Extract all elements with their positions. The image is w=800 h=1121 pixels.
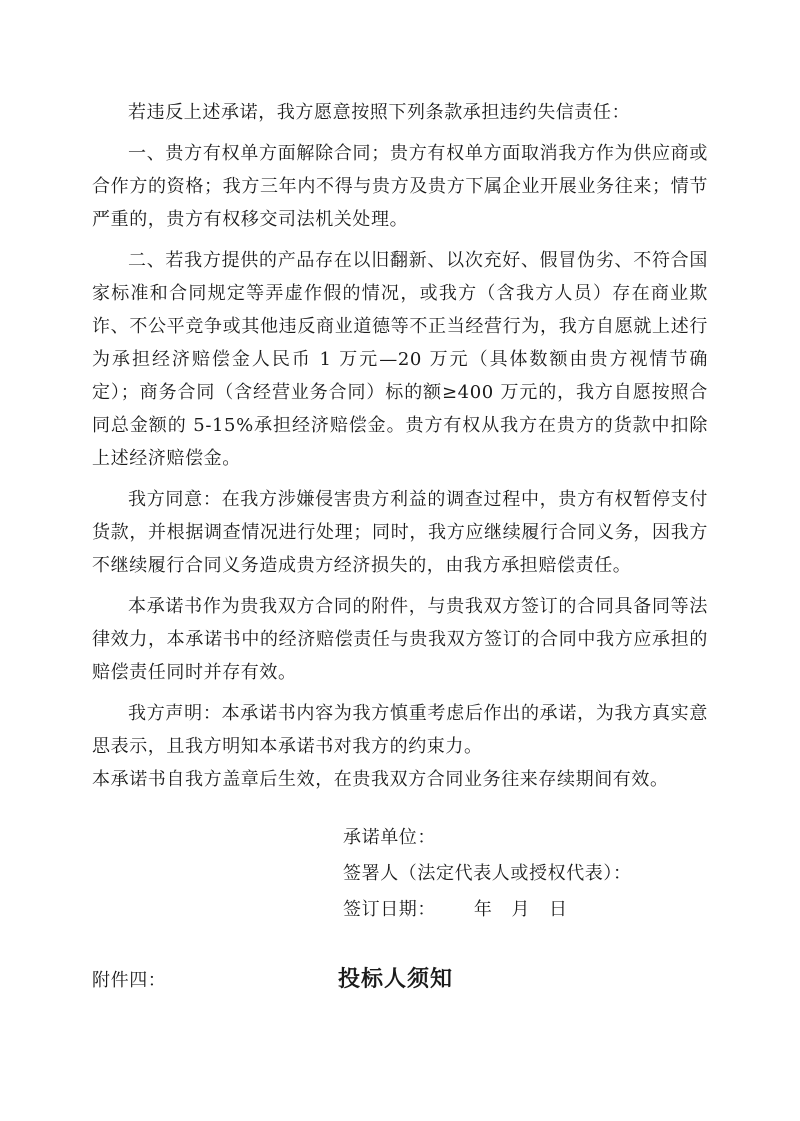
signature-unit-label: 承诺单位： xyxy=(343,827,436,848)
attachment-title: 投标人须知 xyxy=(338,966,454,992)
paragraph-clause-two: 二、若我方提供的产品存在以旧翻新、以次充好、假冒伪劣、不符合国家标准和合同规定等弄虚作假的情况，或我方（含我方人员）存在商业欺诈、不公平竞争或其他违反商业道德等不正当经营行为，我方自愿就上述行为承担经济赔偿金人民币 1 万元—20 万元（具体数额由贵方视情节确定）；商务合同（含经营业务合同）标的额≥400 万元的，我方自愿按照合同总金额的 5-15%承担经济赔偿金。贵方有权从我方在贵方的货款中扣除上述经济赔偿金。 xyxy=(92,250,708,469)
paragraph-agreement: 我方同意：在我方涉嫌侵害贵方利益的调查过程中，贵方有权暂停支付货款，并根据调查情况进行处理；同时，我方应继续履行合同义务，因我方不继续履行合同义务造成贵方经济损失的，由我方承担赔偿责任。 xyxy=(92,489,708,576)
attachment-label: 附件四： xyxy=(92,970,167,991)
document-body xyxy=(92,96,708,796)
signature-signer-label: 签署人（法定代表人或授权代表）： xyxy=(343,863,632,884)
paragraph-legal-effect: 本承诺书作为贵我双方合同的附件，与贵我双方签订的合同具备同等法律效力，本承诺书中的经济赔偿责任与贵我双方签订的合同中我方应承担的赔偿责任同时并存有效。 xyxy=(92,596,708,683)
paragraph-clause-one: 一、贵方有权单方面解除合同；贵方有权单方面取消我方作为供应商或合作方的资格；我方三年内不得与贵方及贵方下属企业开展业务往来；情节严重的，贵方有权移交司法机关处理。 xyxy=(92,143,708,230)
paragraph-declaration: 我方声明：本承诺书内容为我方慎重考虑后作出的承诺，为我方真实意思表示，且我方明知本承诺书对我方的约束力。 xyxy=(92,703,708,757)
paragraph-effective-period: 本承诺书自我方盖章后生效，在贵我双方合同业务往来存续期间有效。 xyxy=(92,769,669,790)
paragraph-intro: 若违反上述承诺，我方愿意按照下列条款承担违约失信责任： xyxy=(128,102,631,123)
signature-block xyxy=(343,820,632,928)
signature-date-label: 签订日期： 年 月 日 xyxy=(343,899,568,920)
